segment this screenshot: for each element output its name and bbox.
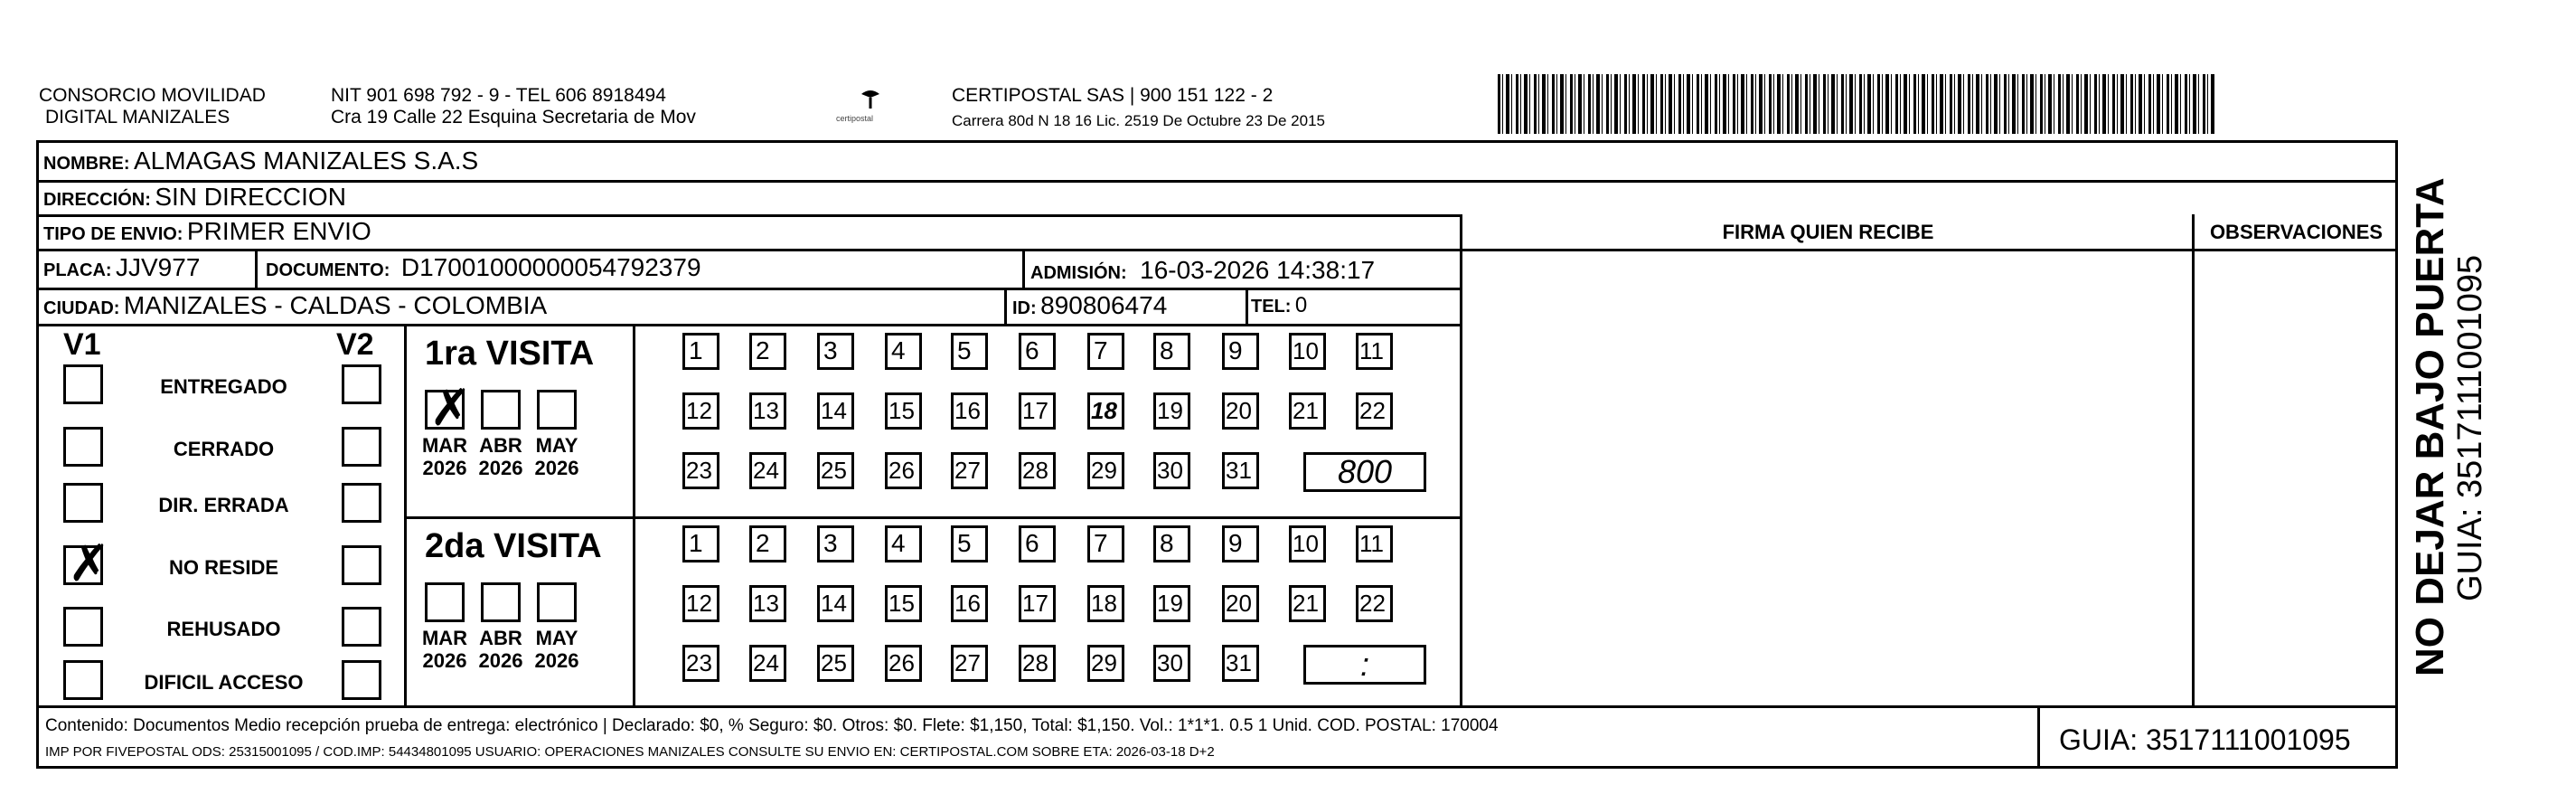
first-visit-label: 1ra VISITA xyxy=(425,335,595,373)
admision-label: ADMISIÓN: xyxy=(1030,263,1127,283)
first-visit-day-box[interactable]: 9 xyxy=(1222,333,1259,370)
status-label: ENTREGADO xyxy=(160,375,287,398)
contenido-text: Contenido: Documentos Medio recepción prueba de entrega: electrónico | Declarado: $0, % Seguro: $0. Otros: $0. Flete: $1,150, Total: $1,150. Vol.: 1*1*1. 0.5 1 Unid. COD. POSTAL: 170004 xyxy=(45,716,1499,735)
first-visit-day-box[interactable]: 24 xyxy=(749,452,786,489)
second-visit-day-box[interactable]: 3 xyxy=(817,525,854,562)
company-nit: NIT 901 698 792 - 9 - TEL 606 8918494 xyxy=(331,85,666,106)
v1-checkbox[interactable] xyxy=(63,427,103,467)
first-visit-day-box[interactable]: 19 xyxy=(1153,392,1190,430)
first-visit-month-checkbox[interactable] xyxy=(425,379,472,438)
ciudad-label: CIUDAD: xyxy=(43,298,120,318)
second-visit-month-checkbox[interactable] xyxy=(537,582,577,622)
tipo-envio-label: TIPO DE ENVIO: xyxy=(43,224,183,244)
no-dejar-warning: NO DEJAR BAJO PUERTA xyxy=(2408,177,2452,676)
first-visit-month-label: MAR 2026 xyxy=(421,434,468,479)
second-visit-day-box[interactable]: 27 xyxy=(951,645,988,682)
status-label: REHUSADO xyxy=(166,618,281,640)
direccion-label: DIRECCIÓN: xyxy=(43,190,151,210)
second-visit-day-box[interactable]: 20 xyxy=(1222,585,1259,622)
v1-checkbox[interactable] xyxy=(63,607,103,647)
second-visit-month-label: MAY 2026 xyxy=(534,627,579,672)
second-visit-day-box[interactable]: 18 xyxy=(1087,585,1124,622)
v1-checkbox[interactable] xyxy=(63,534,110,593)
first-visit-day-box[interactable]: 13 xyxy=(749,392,786,430)
check-mark-icon: ✗ xyxy=(68,534,110,593)
first-visit-day-box[interactable]: 21 xyxy=(1289,392,1326,430)
first-visit-day-box[interactable]: 26 xyxy=(885,452,922,489)
second-visit-day-box[interactable]: 1 xyxy=(682,525,719,562)
first-visit-month-label: ABR 2026 xyxy=(478,434,523,479)
first-visit-day-box[interactable]: 4 xyxy=(885,333,922,370)
second-visit-day-box[interactable]: 17 xyxy=(1019,585,1056,622)
imp-text: IMP POR FIVEPOSTAL ODS: 25315001095 / COD.IMP: 54434801095 USUARIO: OPERACIONES MANIZALES CONSULTE SU ENVIO EN: CERTIPOSTAL.COM SOBRE ETA: 2026-03-18 D+2 xyxy=(45,744,1215,760)
admision-value: 16-03-2026 14:38:17 xyxy=(1140,256,1376,284)
first-visit-day-box[interactable]: 22 xyxy=(1356,392,1393,430)
second-visit-day-box[interactable]: 12 xyxy=(682,585,719,622)
first-visit-day-box[interactable]: 27 xyxy=(951,452,988,489)
second-visit-day-box[interactable]: 19 xyxy=(1153,585,1190,622)
guia-side: GUIA: 3517111001095 xyxy=(2451,254,2489,601)
second-visit-day-box[interactable]: 16 xyxy=(951,585,988,622)
company-name-line1: CONSORCIO MOVILIDAD xyxy=(39,85,266,106)
first-visit-month-checkbox[interactable] xyxy=(537,390,577,430)
first-visit-day-box[interactable]: 20 xyxy=(1222,392,1259,430)
v1-checkbox[interactable] xyxy=(63,364,103,404)
first-visit-day-box[interactable]: 23 xyxy=(682,452,719,489)
second-visit-day-box[interactable]: 9 xyxy=(1222,525,1259,562)
v2-header: V2 xyxy=(336,327,374,362)
v2-checkbox[interactable] xyxy=(342,427,381,467)
second-visit-day-box[interactable]: 29 xyxy=(1087,645,1124,682)
first-visit-day-box[interactable]: 1 xyxy=(682,333,719,370)
second-visit-day-box[interactable]: 26 xyxy=(885,645,922,682)
logo-caption: certipostal xyxy=(836,114,874,123)
first-visit-time-field[interactable]: 800 xyxy=(1303,452,1426,492)
barcode xyxy=(1498,74,2216,134)
second-visit-month-label: MAR 2026 xyxy=(421,627,468,672)
second-visit-day-box[interactable]: 11 xyxy=(1356,525,1393,562)
documento-label: DOCUMENTO: xyxy=(266,260,390,280)
company-name-line2: DIGITAL MANIZALES xyxy=(45,107,230,128)
first-visit-day-box[interactable]: 25 xyxy=(817,452,854,489)
second-visit-day-box[interactable]: 5 xyxy=(951,525,988,562)
id-value: 890806474 xyxy=(1040,291,1168,319)
first-visit-day-box[interactable]: 15 xyxy=(885,392,922,430)
v2-checkbox[interactable] xyxy=(342,660,381,700)
second-visit-label: 2da VISITA xyxy=(425,527,602,565)
second-visit-month-label: ABR 2026 xyxy=(478,627,523,672)
placa-label: PLACA: xyxy=(43,260,112,280)
documento-value: D17001000000054792379 xyxy=(400,253,701,281)
v1-checkbox[interactable] xyxy=(63,660,103,700)
tel-value: 0 xyxy=(1294,293,1308,317)
first-visit-day-box[interactable]: 29 xyxy=(1087,452,1124,489)
v2-checkbox[interactable] xyxy=(342,483,381,523)
placa-value: JJV977 xyxy=(116,253,201,281)
first-visit-day-box[interactable]: 3 xyxy=(817,333,854,370)
observaciones-label: OBSERVACIONES xyxy=(2209,221,2383,243)
second-visit-day-box[interactable]: 10 xyxy=(1289,525,1326,562)
first-visit-day-box[interactable]: 11 xyxy=(1356,333,1393,370)
second-visit-month-checkbox[interactable] xyxy=(425,582,465,622)
firma-label: FIRMA QUIEN RECIBE xyxy=(1722,221,1934,243)
first-visit-month-label: MAY 2026 xyxy=(534,434,579,479)
status-label: CERRADO xyxy=(173,438,275,460)
first-visit-day-box[interactable]: 16 xyxy=(951,392,988,430)
second-visit-day-box[interactable]: 24 xyxy=(749,645,786,682)
second-visit-day-box[interactable]: 15 xyxy=(885,585,922,622)
second-visit-day-box[interactable]: 31 xyxy=(1222,645,1259,682)
tel-label: TEL: xyxy=(1251,297,1292,317)
first-visit-day-box[interactable]: 8 xyxy=(1153,333,1190,370)
second-visit-day-box[interactable]: 21 xyxy=(1289,585,1326,622)
id-label: ID: xyxy=(1012,298,1037,318)
status-label: NO RESIDE xyxy=(168,556,279,579)
carrier-name: CERTIPOSTAL SAS | 900 151 122 - 2 xyxy=(952,85,1274,106)
first-visit-day-box[interactable]: 7 xyxy=(1087,333,1124,370)
second-visit-month-checkbox[interactable] xyxy=(481,582,521,622)
first-visit-day-box[interactable]: 31 xyxy=(1222,452,1259,489)
first-visit-day-box[interactable]: 17 xyxy=(1019,392,1056,430)
status-label: DIFICIL ACCESO xyxy=(144,671,304,694)
guia-footer: GUIA: 3517111001095 xyxy=(2059,723,2351,756)
second-visit-day-box[interactable]: 7 xyxy=(1087,525,1124,562)
first-visit-day-box[interactable]: 12 xyxy=(682,392,719,430)
second-visit-day-box[interactable]: 25 xyxy=(817,645,854,682)
v2-checkbox[interactable] xyxy=(342,607,381,647)
second-visit-time-field[interactable]: : xyxy=(1303,645,1426,685)
v2-checkbox[interactable] xyxy=(342,545,381,585)
second-visit-day-box[interactable]: 6 xyxy=(1019,525,1056,562)
nombre-label: NOMBRE: xyxy=(43,154,130,174)
v1-checkbox[interactable] xyxy=(63,483,103,523)
first-visit-day-box[interactable]: 14 xyxy=(817,392,854,430)
check-mark-icon: ✗ xyxy=(429,379,472,438)
second-visit-day-box[interactable]: 13 xyxy=(749,585,786,622)
first-visit-month-checkbox[interactable] xyxy=(481,390,521,430)
second-visit-day-box[interactable]: 8 xyxy=(1153,525,1190,562)
first-visit-day-box[interactable]: 18 xyxy=(1087,392,1124,430)
v1-header: V1 xyxy=(63,327,101,362)
nombre-value: ALMAGAS MANIZALES S.A.S xyxy=(134,147,479,175)
v2-checkbox[interactable] xyxy=(342,364,381,404)
first-visit-day-box[interactable]: 5 xyxy=(951,333,988,370)
status-label: DIR. ERRADA xyxy=(158,494,289,516)
second-visit-day-box[interactable]: 28 xyxy=(1019,645,1056,682)
direccion-value: SIN DIRECCION xyxy=(155,183,346,211)
first-visit-day-box[interactable]: 30 xyxy=(1153,452,1190,489)
first-visit-day-box[interactable]: 28 xyxy=(1019,452,1056,489)
second-visit-day-box[interactable]: 2 xyxy=(749,525,786,562)
first-visit-day-box[interactable]: 6 xyxy=(1019,333,1056,370)
second-visit-day-box[interactable]: 4 xyxy=(885,525,922,562)
company-address: Cra 19 Calle 22 Esquina Secretaria de Mov xyxy=(331,107,696,128)
tipo-envio-value: PRIMER ENVIO xyxy=(186,217,371,245)
ciudad-value: MANIZALES - CALDAS - COLOMBIA xyxy=(123,291,548,319)
first-visit-day-box[interactable]: 2 xyxy=(749,333,786,370)
second-visit-day-box[interactable]: 30 xyxy=(1153,645,1190,682)
first-visit-day-box[interactable]: 10 xyxy=(1289,333,1326,370)
certipostal-logo-icon xyxy=(859,87,882,110)
second-visit-day-box[interactable]: 23 xyxy=(682,645,719,682)
second-visit-day-box[interactable]: 14 xyxy=(817,585,854,622)
carrier-address: Carrera 80d N 18 16 Lic. 2519 De Octubre 23 De 2015 xyxy=(952,112,1325,129)
second-visit-day-box[interactable]: 22 xyxy=(1356,585,1393,622)
